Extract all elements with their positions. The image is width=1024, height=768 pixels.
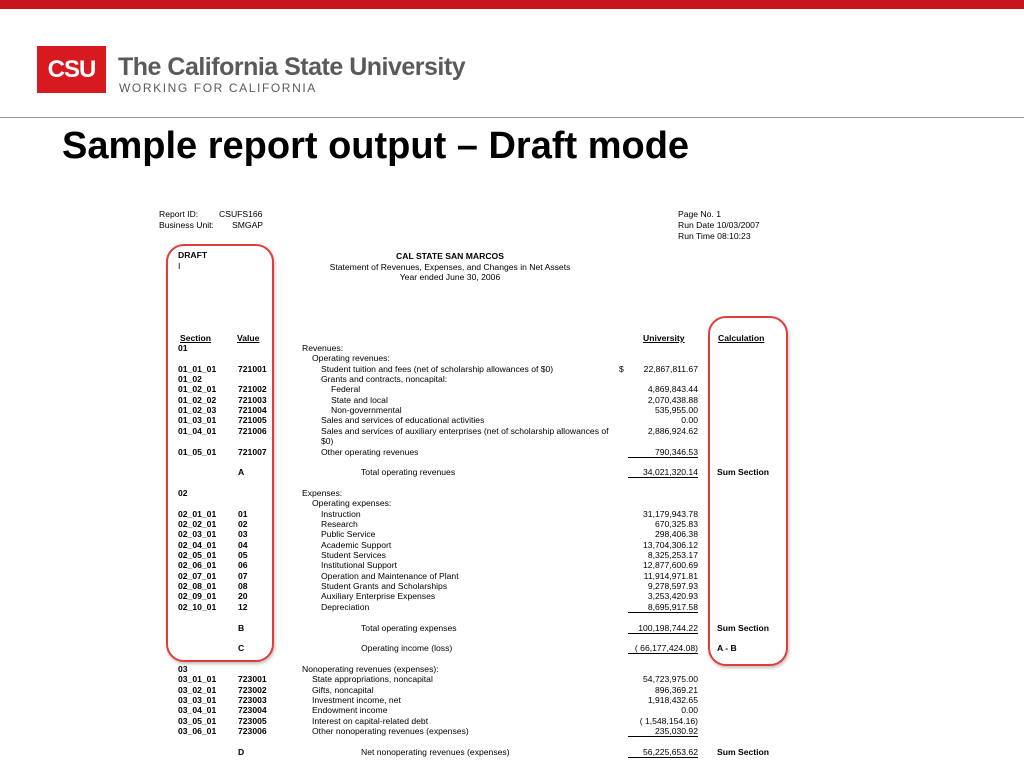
row-calculation: Sum Section (717, 622, 770, 633)
row-section-code: 02_07_01 (178, 570, 217, 581)
row-label: Student tuition and fees (net of scholarship allowances of $0) (321, 363, 554, 374)
row-label: Total operating expenses (361, 622, 457, 633)
calculation-highlight (708, 316, 788, 666)
row-label: Auxiliary Enterprise Expenses (321, 591, 436, 602)
row-label: Net nonoperating revenues (expenses) (361, 746, 510, 757)
row-section-code: 01_02_03 (178, 405, 217, 416)
row-amount: 22,867,811.67 (643, 363, 698, 374)
page-number: Page No. 1 (678, 209, 721, 219)
row-amount: 100,198,744.22 (638, 622, 698, 633)
row-value-code: 06 (238, 560, 248, 571)
row-label: Investment income, net (312, 694, 401, 705)
report-id: CSUFS166 (219, 209, 263, 219)
row-section-code: 03_05_01 (178, 715, 217, 726)
row-value-code: 723003 (238, 694, 267, 705)
row-value-code: 721007 (238, 446, 267, 457)
row-label: Public Service (321, 529, 376, 540)
run-time: Run Time 08:10:23 (678, 231, 751, 241)
row-amount: 31,179,943.78 (643, 508, 698, 519)
row-amount: 8,325,253.17 (647, 550, 698, 560)
row-label: Endowment income (312, 705, 388, 716)
row-label: Operation and Maintenance of Plant (321, 570, 459, 581)
row-label: $0) (321, 436, 334, 447)
report-id-label: Report ID: (159, 209, 199, 219)
row-label: State appropriations, noncapital (312, 674, 433, 685)
row-value-code: 723005 (238, 715, 267, 726)
row-section-code: 02 (178, 487, 188, 498)
subtotal-underline (628, 457, 698, 458)
row-amount: 3,253,420.93 (647, 591, 698, 602)
row-label: Interest on capital-related debt (312, 715, 429, 726)
report-title: CAL STATE SAN MARCOS (396, 251, 504, 261)
row-amount: 4,869,843.44 (647, 384, 698, 395)
section-value-highlight (166, 244, 274, 662)
row-value-code: C (238, 643, 245, 654)
row-value-code: 02 (238, 519, 248, 529)
brand-name: The California State University (118, 53, 466, 81)
row-amount: 896,369.21 (654, 684, 698, 695)
row-value-code: 721006 (238, 425, 267, 436)
row-amount: 790,346.53 (654, 446, 698, 457)
row-label: Other operating revenues (321, 446, 419, 457)
row-label: Federal (331, 384, 361, 395)
row-value-code: B (238, 622, 245, 633)
row-value-code: 723004 (238, 705, 267, 716)
row-amount: ( 66,177,424.08) (634, 643, 698, 654)
row-amount: 1,918,432.65 (647, 694, 698, 705)
row-amount: 2,070,438.88 (647, 394, 698, 405)
row-label: Grants and contracts, noncapital: (321, 374, 448, 385)
column-header-calculation: Calculation (718, 333, 765, 343)
row-label: Revenues: (302, 343, 344, 353)
row-amount: 2,886,924.62 (647, 425, 698, 436)
row-amount: 0.00 (681, 705, 698, 716)
row-amount: 535,955.00 (654, 405, 698, 416)
row-section-code: 01_02 (178, 374, 202, 385)
row-value-code: D (238, 746, 245, 757)
row-label: Research (321, 519, 358, 529)
row-label: Non-governmental (331, 405, 402, 416)
row-section-code: 01_02_01 (178, 384, 217, 395)
row-amount: 54,723,975.00 (643, 674, 698, 685)
row-label: Nonoperating revenues (expenses): (302, 663, 439, 674)
row-calculation: Sum Section (717, 746, 770, 757)
column-header-university: University (643, 333, 685, 343)
row-label: Sales and services of educational activities (321, 415, 485, 426)
row-label: Operating expenses: (312, 498, 392, 509)
row-amount: 12,877,600.69 (643, 560, 698, 571)
row-section-code: 02_06_01 (178, 560, 217, 571)
row-amount: 8,695,917.58 (647, 601, 698, 612)
row-amount: 670,325.83 (654, 519, 698, 529)
row-value-code: 12 (238, 601, 248, 612)
row-section-code: 03_02_01 (178, 684, 217, 695)
report-period: Year ended June 30, 2006 (399, 272, 501, 282)
row-section-code: 03_06_01 (178, 726, 217, 736)
row-section-code: 02_05_01 (178, 550, 217, 560)
row-calculation: A - B (717, 643, 737, 654)
row-label: State and local (331, 394, 388, 405)
column-header-value: Value (237, 333, 260, 343)
row-section-code: 02_03_01 (178, 529, 217, 540)
row-section-code: 01_04_01 (178, 425, 217, 436)
row-section-code: 01_05_01 (178, 446, 217, 457)
row-value-code: 03 (238, 529, 248, 540)
subtotal-underline (628, 612, 698, 613)
business-unit: SMGAP (232, 220, 264, 230)
row-value-code: 721003 (238, 394, 267, 405)
row-section-code: 02_02_01 (178, 519, 217, 529)
row-section-code: 01_03_01 (178, 415, 217, 426)
row-section-code: 01_01_01 (178, 363, 217, 374)
column-header-section: Section (180, 333, 212, 343)
row-value-code: 20 (238, 591, 248, 602)
row-section-code: 01 (178, 343, 188, 353)
row-value-code: 723006 (238, 726, 267, 736)
row-label: Student Services (321, 550, 386, 560)
total-underline (628, 757, 698, 758)
draft-marker: I (178, 261, 181, 271)
row-label: Gifts, noncapital (312, 684, 374, 695)
row-amount: 9,278,597.93 (647, 581, 698, 591)
row-value-code: 723002 (238, 684, 267, 695)
row-label: Depreciation (321, 601, 370, 612)
row-amount: 13,704,306.12 (643, 539, 698, 550)
row-label: Instruction (321, 508, 361, 519)
row-label: Academic Support (321, 539, 392, 550)
csu-logo-text: CSU (47, 55, 96, 83)
row-label: Operating income (loss) (361, 643, 453, 654)
row-value-code: 07 (238, 570, 248, 581)
total-underline (628, 653, 698, 654)
draft-label: DRAFT (178, 250, 208, 260)
row-value-code: 721005 (238, 415, 267, 426)
row-value-code: 721001 (238, 363, 267, 374)
row-amount: 235,030.92 (654, 726, 698, 736)
run-date: Run Date 10/03/2007 (678, 220, 760, 230)
row-amount: 0.00 (681, 415, 698, 426)
report-subtitle: Statement of Revenues, Expenses, and Changes in Net Assets (329, 262, 571, 272)
total-underline (628, 477, 698, 478)
subtotal-underline (628, 736, 698, 737)
row-value-code: 723001 (238, 674, 267, 685)
row-amount: ( 1,548,154.16) (639, 715, 698, 726)
row-amount: 11,914,971.81 (643, 570, 698, 581)
brand-tagline: WORKING FOR CALIFORNIA (119, 81, 317, 95)
row-section-code: 03_01_01 (178, 674, 217, 685)
row-label: Other nonoperating revenues (expenses) (312, 726, 469, 736)
row-value-code: 08 (238, 581, 248, 591)
row-label: Total operating revenues (361, 467, 456, 478)
row-value-code: 04 (238, 539, 248, 550)
row-section-code: 02_08_01 (178, 581, 217, 591)
row-label: Expenses: (302, 487, 343, 498)
row-section-code: 02_01_01 (178, 508, 217, 519)
row-section-code: 03_04_01 (178, 705, 217, 716)
row-section-code: 01_02_02 (178, 394, 217, 405)
row-value-code: 721004 (238, 405, 267, 416)
row-section-code: 02_10_01 (178, 601, 217, 612)
row-calculation: Sum Section (717, 467, 770, 478)
row-value-code: 721002 (238, 384, 267, 395)
row-amount: 34,021,320.14 (643, 467, 698, 478)
row-amount: 298,406.38 (654, 529, 698, 540)
row-section-code: 02_04_01 (178, 539, 217, 550)
row-section-code: 03_03_01 (178, 694, 217, 705)
slide-title: Sample report output – Draft mode (62, 125, 690, 167)
row-label: Student Grants and Scholarships (321, 581, 448, 591)
row-section-code: 03 (178, 663, 188, 674)
business-unit-label: Business Unit: (159, 220, 214, 230)
row-value-code: 05 (238, 550, 248, 560)
row-label: Operating revenues: (312, 353, 390, 364)
row-value-code: A (238, 467, 245, 478)
row-amount: 56,225,653.62 (643, 746, 698, 757)
row-value-code: 01 (238, 508, 248, 519)
dollar-sign: $ (619, 364, 624, 374)
total-underline (628, 633, 698, 634)
row-label: Institutional Support (321, 560, 397, 571)
row-section-code: 02_09_01 (178, 591, 217, 602)
row-label: Sales and services of auxiliary enterprises (net of scholarship allowances of (321, 425, 609, 436)
